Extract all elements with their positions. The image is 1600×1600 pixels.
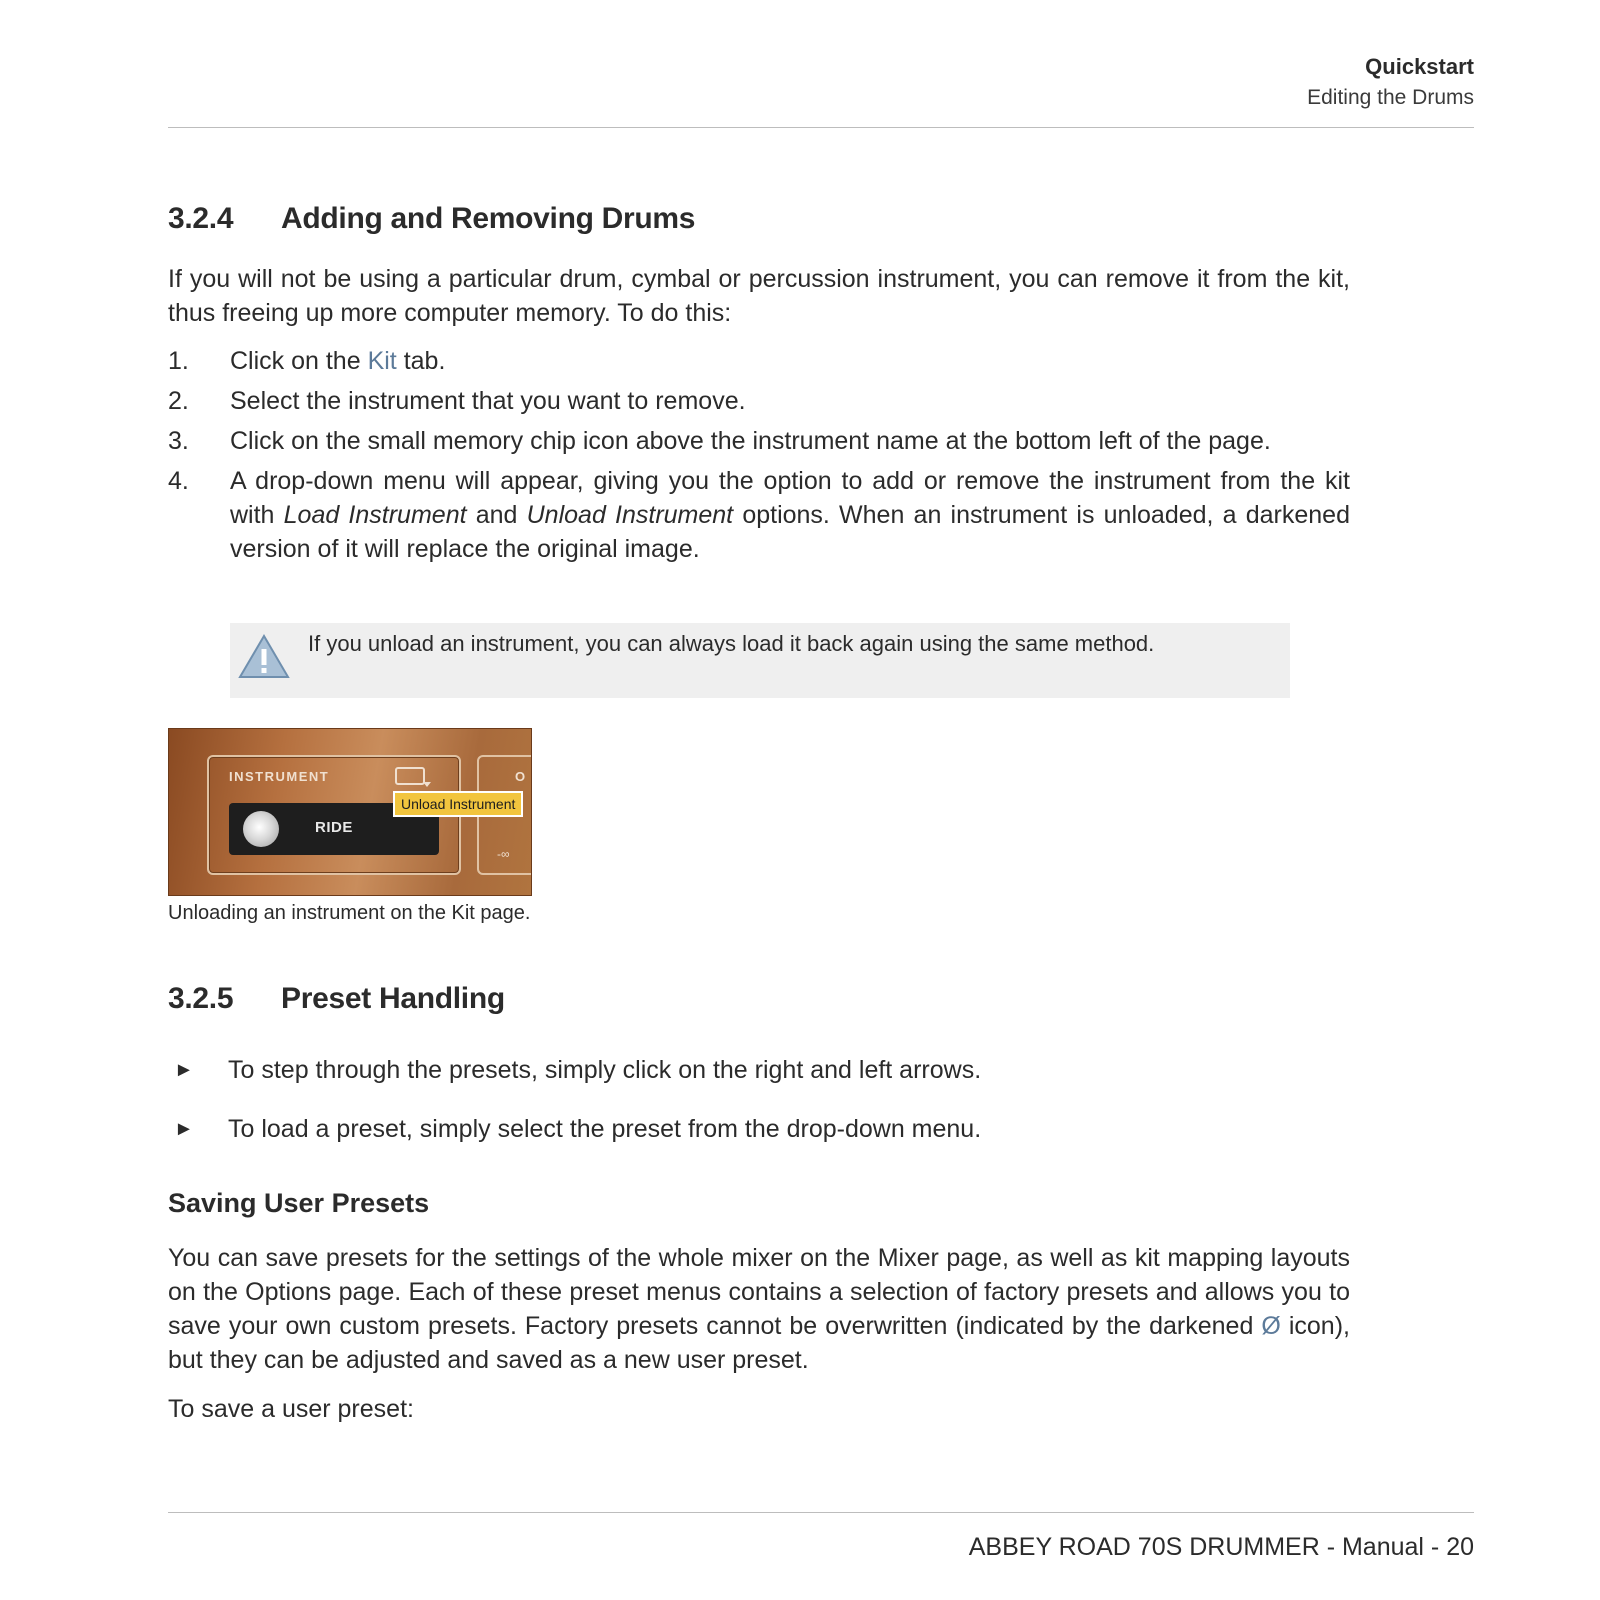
cymbal-icon (243, 811, 279, 847)
chapter-title: Quickstart (1365, 54, 1474, 79)
warning-triangle-icon (238, 633, 290, 679)
bullet-item (168, 1112, 981, 1146)
list-item (168, 344, 1350, 378)
save-preset-paragraph: To save a user preset: (168, 1395, 414, 1423)
heading-number: 3.2.5 (168, 982, 234, 1015)
note-box (230, 623, 1290, 698)
presets-paragraph (168, 1241, 1350, 1377)
load-instrument-term: Load Instrument (283, 501, 467, 529)
heading-3-2-5 (168, 982, 505, 1016)
list-text: Click on the (230, 347, 368, 375)
darkened-preset-icon: Ø (1261, 1312, 1281, 1340)
note-text: If you unload an instrument, you can always load it back again using the same method. (308, 631, 1155, 656)
list-text: Select the instrument that you want to remove. (230, 387, 746, 415)
paragraph-text: icon), but they can be adjusted and saved as a new user preset. (168, 1312, 1350, 1374)
list-text: and (466, 501, 527, 529)
section-title: Editing the Drums (1307, 86, 1474, 109)
heading-number: 3.2.4 (168, 202, 234, 235)
list-item (168, 384, 1350, 418)
list-item (168, 464, 1350, 566)
list-item (168, 424, 1350, 458)
intro-paragraph: If you will not be using a particular drum, cymbal or percussion instrument, you can remove it from the kit, thus freeing up more computer memory. To do this: (168, 265, 1350, 327)
page-footer (168, 1512, 1474, 1561)
kit-link[interactable]: Kit (367, 347, 397, 375)
subheading-saving-user-presets: Saving User Presets (168, 1188, 430, 1218)
unload-instrument-menu-item[interactable]: Unload Instrument (393, 791, 523, 817)
paragraph-text: You can save presets for the settings of the whole mixer on the Mixer page, as well as kit mapping layouts on the Options page. Each of these preset menus contains a selection of factory presets and allows you to save your own custom presets. Factory presets cannot be overwritten (indicated by the darkened (168, 1244, 1350, 1340)
steps-list (168, 344, 1350, 566)
list-text: A drop-down menu will appear, giving you the option to add or remove the instrument from the kit with (230, 467, 1350, 529)
list-text: Click on the small memory chip icon above the instrument name at the bottom left of the page. (230, 427, 1271, 455)
list-number: 4. (168, 467, 189, 495)
triangle-right-icon: ► (174, 1118, 194, 1140)
heading-3-2-4 (168, 202, 695, 236)
heading-text: Adding and Removing Drums (281, 202, 696, 235)
heading-text: Preset Handling (281, 982, 505, 1015)
figure-caption: Unloading an instrument on the Kit page. (168, 902, 531, 924)
bullet-text: To step through the presets, simply click on the right and left arrows. (228, 1056, 982, 1084)
unload-instrument-term: Unload Instrument (526, 501, 734, 529)
list-text: options. When an instrument is unloaded, a darkened version of it will replace the original image. (230, 501, 1350, 563)
bullet-text: To load a preset, simply select the preset from the drop-down menu. (228, 1115, 982, 1143)
list-number: 3. (168, 427, 189, 455)
output-panel-value: -∞ (497, 847, 510, 861)
output-panel-label: O (515, 769, 526, 784)
list-text: tab. (396, 347, 446, 375)
triangle-right-icon: ► (174, 1059, 194, 1081)
page-header (168, 50, 1474, 128)
list-number: 1. (168, 347, 189, 375)
list-number: 2. (168, 387, 189, 415)
footer-text: ABBEY ROAD 70S DRUMMER - Manual - 20 (968, 1533, 1474, 1561)
panel-label: INSTRUMENT (229, 769, 330, 784)
kit-page-screenshot (168, 728, 532, 896)
instrument-name: RIDE (315, 819, 353, 836)
bullet-item (168, 1053, 981, 1087)
memory-chip-icon[interactable] (395, 767, 425, 785)
